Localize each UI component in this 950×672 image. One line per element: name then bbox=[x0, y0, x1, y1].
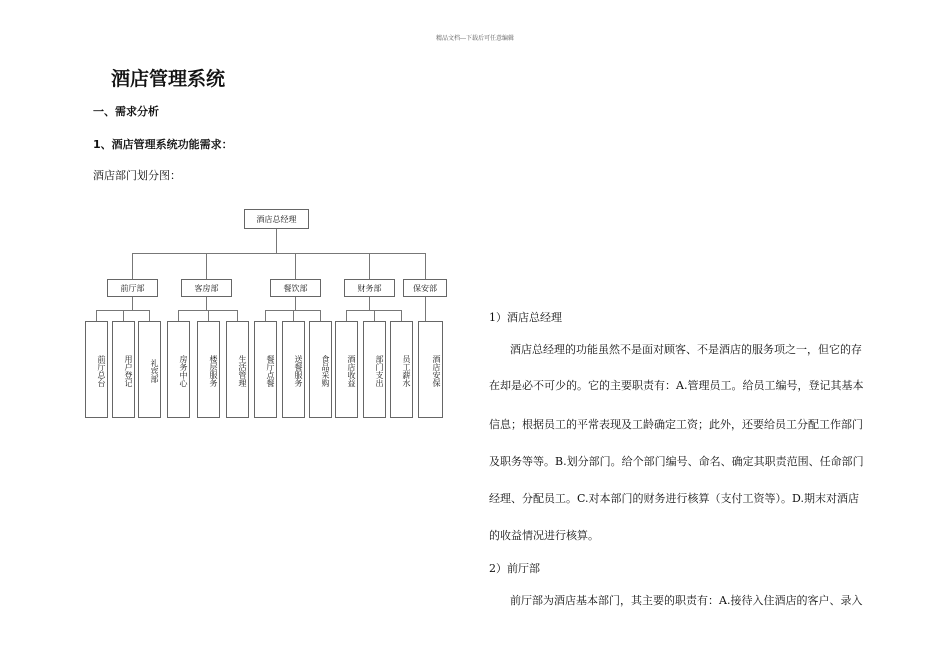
org-node-unit: 酒店收益 bbox=[335, 321, 358, 418]
section-heading: 一、需求分析 bbox=[93, 105, 159, 118]
connector-line bbox=[237, 310, 238, 321]
connector-line bbox=[208, 310, 209, 321]
connector-line bbox=[346, 310, 347, 321]
connector-line bbox=[295, 253, 296, 279]
paragraph-line: 及职务等等。B.划分部门。给个部门编号、命名、确定其职责范围、任命部门 bbox=[489, 455, 864, 468]
paragraph-line: 酒店总经理的功能虽然不是面对顾客、不是酒店的服务项之一，但它的存 bbox=[510, 343, 862, 356]
paragraph-line: 经理、分配员工。C.对本部门的财务进行核算（支付工资等）。D.期末对酒店 bbox=[489, 492, 859, 505]
diagram-caption: 酒店部门划分图： bbox=[93, 169, 181, 182]
subsection-heading: 1、酒店管理系统功能需求： bbox=[93, 138, 233, 151]
org-node-unit: 房务中心 bbox=[167, 321, 190, 418]
paragraph-line: 的收益情况进行核算。 bbox=[489, 529, 599, 542]
connector-line bbox=[132, 253, 133, 279]
connector-line bbox=[206, 253, 207, 279]
item-heading: 1）酒店总经理 bbox=[489, 311, 562, 324]
org-node-department: 客房部 bbox=[181, 279, 232, 297]
connector-line bbox=[293, 310, 294, 321]
connector-line bbox=[401, 310, 402, 321]
connector-line bbox=[276, 229, 277, 253]
connector-line bbox=[320, 310, 321, 321]
org-node-unit: 员工薪水 bbox=[390, 321, 413, 418]
connector-line bbox=[149, 310, 150, 321]
org-node-unit: 用户登记 bbox=[112, 321, 135, 418]
connector-line bbox=[369, 253, 370, 279]
connector-line bbox=[178, 310, 179, 321]
connector-line bbox=[206, 297, 207, 310]
org-node-department: 前厅部 bbox=[107, 279, 158, 297]
connector-line bbox=[132, 253, 425, 254]
connector-line bbox=[265, 310, 266, 321]
org-node-unit: 生活管理 bbox=[226, 321, 249, 418]
connector-line bbox=[96, 310, 97, 321]
item-heading: 2）前厅部 bbox=[489, 562, 540, 575]
connector-line bbox=[425, 253, 426, 279]
org-node-unit: 部门支出 bbox=[363, 321, 386, 418]
connector-line bbox=[369, 297, 370, 310]
org-node-unit: 餐厅点餐 bbox=[254, 321, 277, 418]
paragraph-line: 在却是必不可少的。它的主要职责有：A.管理员工。给员工编号，登记其基本 bbox=[489, 379, 864, 392]
org-node-unit: 礼宾部 bbox=[138, 321, 161, 418]
connector-line bbox=[425, 297, 426, 310]
org-node-department: 保安部 bbox=[403, 279, 447, 297]
org-node-department: 餐饮部 bbox=[270, 279, 321, 297]
connector-line bbox=[295, 297, 296, 310]
org-node-department: 财务部 bbox=[344, 279, 395, 297]
connector-line bbox=[123, 310, 124, 321]
paragraph-line: 信息；根据员工的平常表现及工龄确定工资；此外，还要给员工分配工作部门 bbox=[489, 418, 863, 431]
connector-line bbox=[374, 310, 375, 321]
org-node-unit: 前厅总台 bbox=[85, 321, 108, 418]
org-node-unit: 酒店安保 bbox=[418, 321, 443, 418]
document-title: 酒店管理系统 bbox=[111, 68, 226, 90]
paragraph-line: 前厅部为酒店基本部门，其主要的职责有：A.接待入住酒店的客户、录入 bbox=[510, 594, 863, 607]
org-node-unit: 食品采购 bbox=[309, 321, 332, 418]
org-node-root: 酒店总经理 bbox=[244, 209, 309, 229]
page-header-watermark: 精品文档---下载后可任意编辑 bbox=[435, 35, 515, 42]
org-node-unit: 送餐服务 bbox=[282, 321, 305, 418]
connector-line bbox=[425, 310, 426, 321]
org-node-unit: 楼层服务 bbox=[197, 321, 220, 418]
connector-line bbox=[132, 297, 133, 310]
